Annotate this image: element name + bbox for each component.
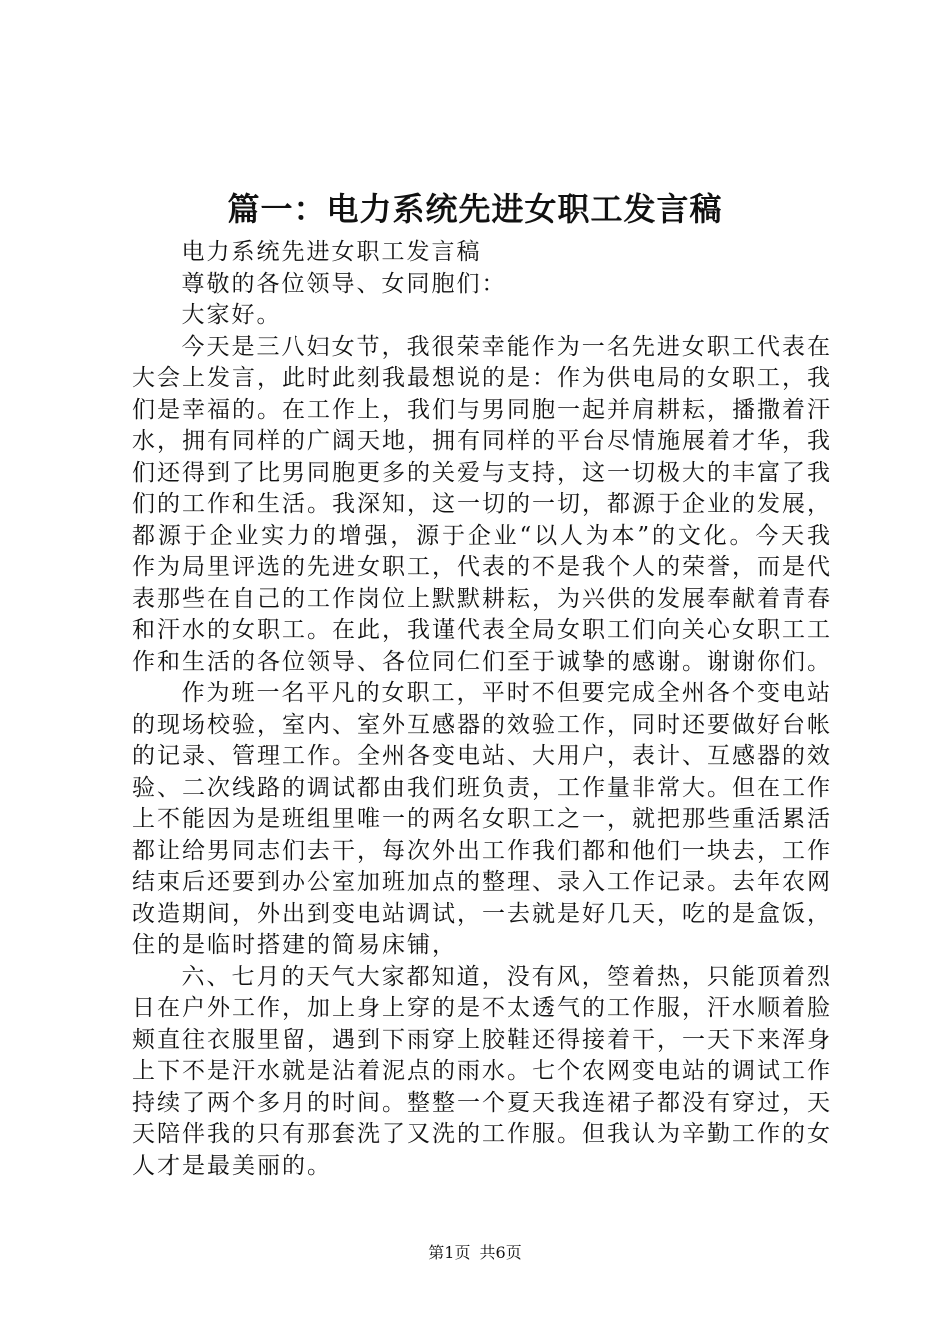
- document-title: 篇一：电力系统先进女职工发言稿: [227, 190, 723, 228]
- paragraph-salutation: 尊敬的各位领导、女同胞们：: [181, 270, 507, 297]
- paragraph-body-2: 作为班一名平凡的女职工，平时不但要完成全州各个变电站的现场校验，室内、室外互感器的效验工作，同时还要做好台帐的记录、管理工作。全州各变电站、大用户，表计、互感器的效验、二次线路的调试都由我们班负责，工作量非常大。但在工作上不能因为是班组里唯一的两名女职工之一，就把那些重活累活都让给男同志们去干，每次外出工作我们都和他们一块去，工作结束后还要到办公室加班加点的整理、录入工作记录。去年农网改造期间，外出到变电站调试，一去就是好几天，吃的是盒饭，住的是临时搭建的简易床铺，: [132, 680, 832, 958]
- paragraph-subtitle: 电力系统先进女职工发言稿: [181, 239, 482, 265]
- page-number-current: 第1页: [428, 1243, 471, 1262]
- paragraph-body-1: 今天是三八妇女节，我很荣幸能作为一名先进女职工代表在大会上发言，此时此刻我最想说的是：作为供电局的女职工，我们是幸福的。在工作上，我们与男同胞一起并肩耕耘，播撒着汗水，拥有同样的广阔天地，拥有同样的平台尽情施展着才华，我们还得到了比男同胞更多的关爱与支持，这一切极大的丰富了我们的工作和生活。我深知，这一切的一切，都源于企业的发展，都源于企业实力的增强，源于企业“以人为本”的文化。今天我作为局里评选的先进女职工，代表的不是我个人的荣誉，而是代表那些在自己的工作岗位上默默耕耘，为兴供的发展奉献着青春和汗水的女职工。在此，我谨代表全局女职工们向关心女职工工作和生活的各位领导、各位同仁们至于诚挚的感谢。谢谢你们。: [132, 333, 832, 675]
- paragraph-greeting: 大家好。: [181, 302, 282, 328]
- page-number-total: 共6页: [479, 1243, 522, 1262]
- page-footer: [0, 1241, 950, 1265]
- document-body: [132, 237, 832, 1182]
- paragraph-body-3: 六、七月的天气大家都知道，没有风，箜着热，只能顶着烈日在户外工作，加上身上穿的是不太透气的工作服，汗水顺着脸颊直往衣服里留，遇到下雨穿上胶鞋还得接着干，一天下来浑身上下不是汗水就是沾着泥点的雨水。七个农网变电站的调试工作持续了两个多月的时间。整整一个夏天我连裙子都没有穿过，天天陪伴我的只有那套洗了又洗的工作服。但我认为辛勤工作的女人才是最美丽的。: [132, 963, 832, 1179]
